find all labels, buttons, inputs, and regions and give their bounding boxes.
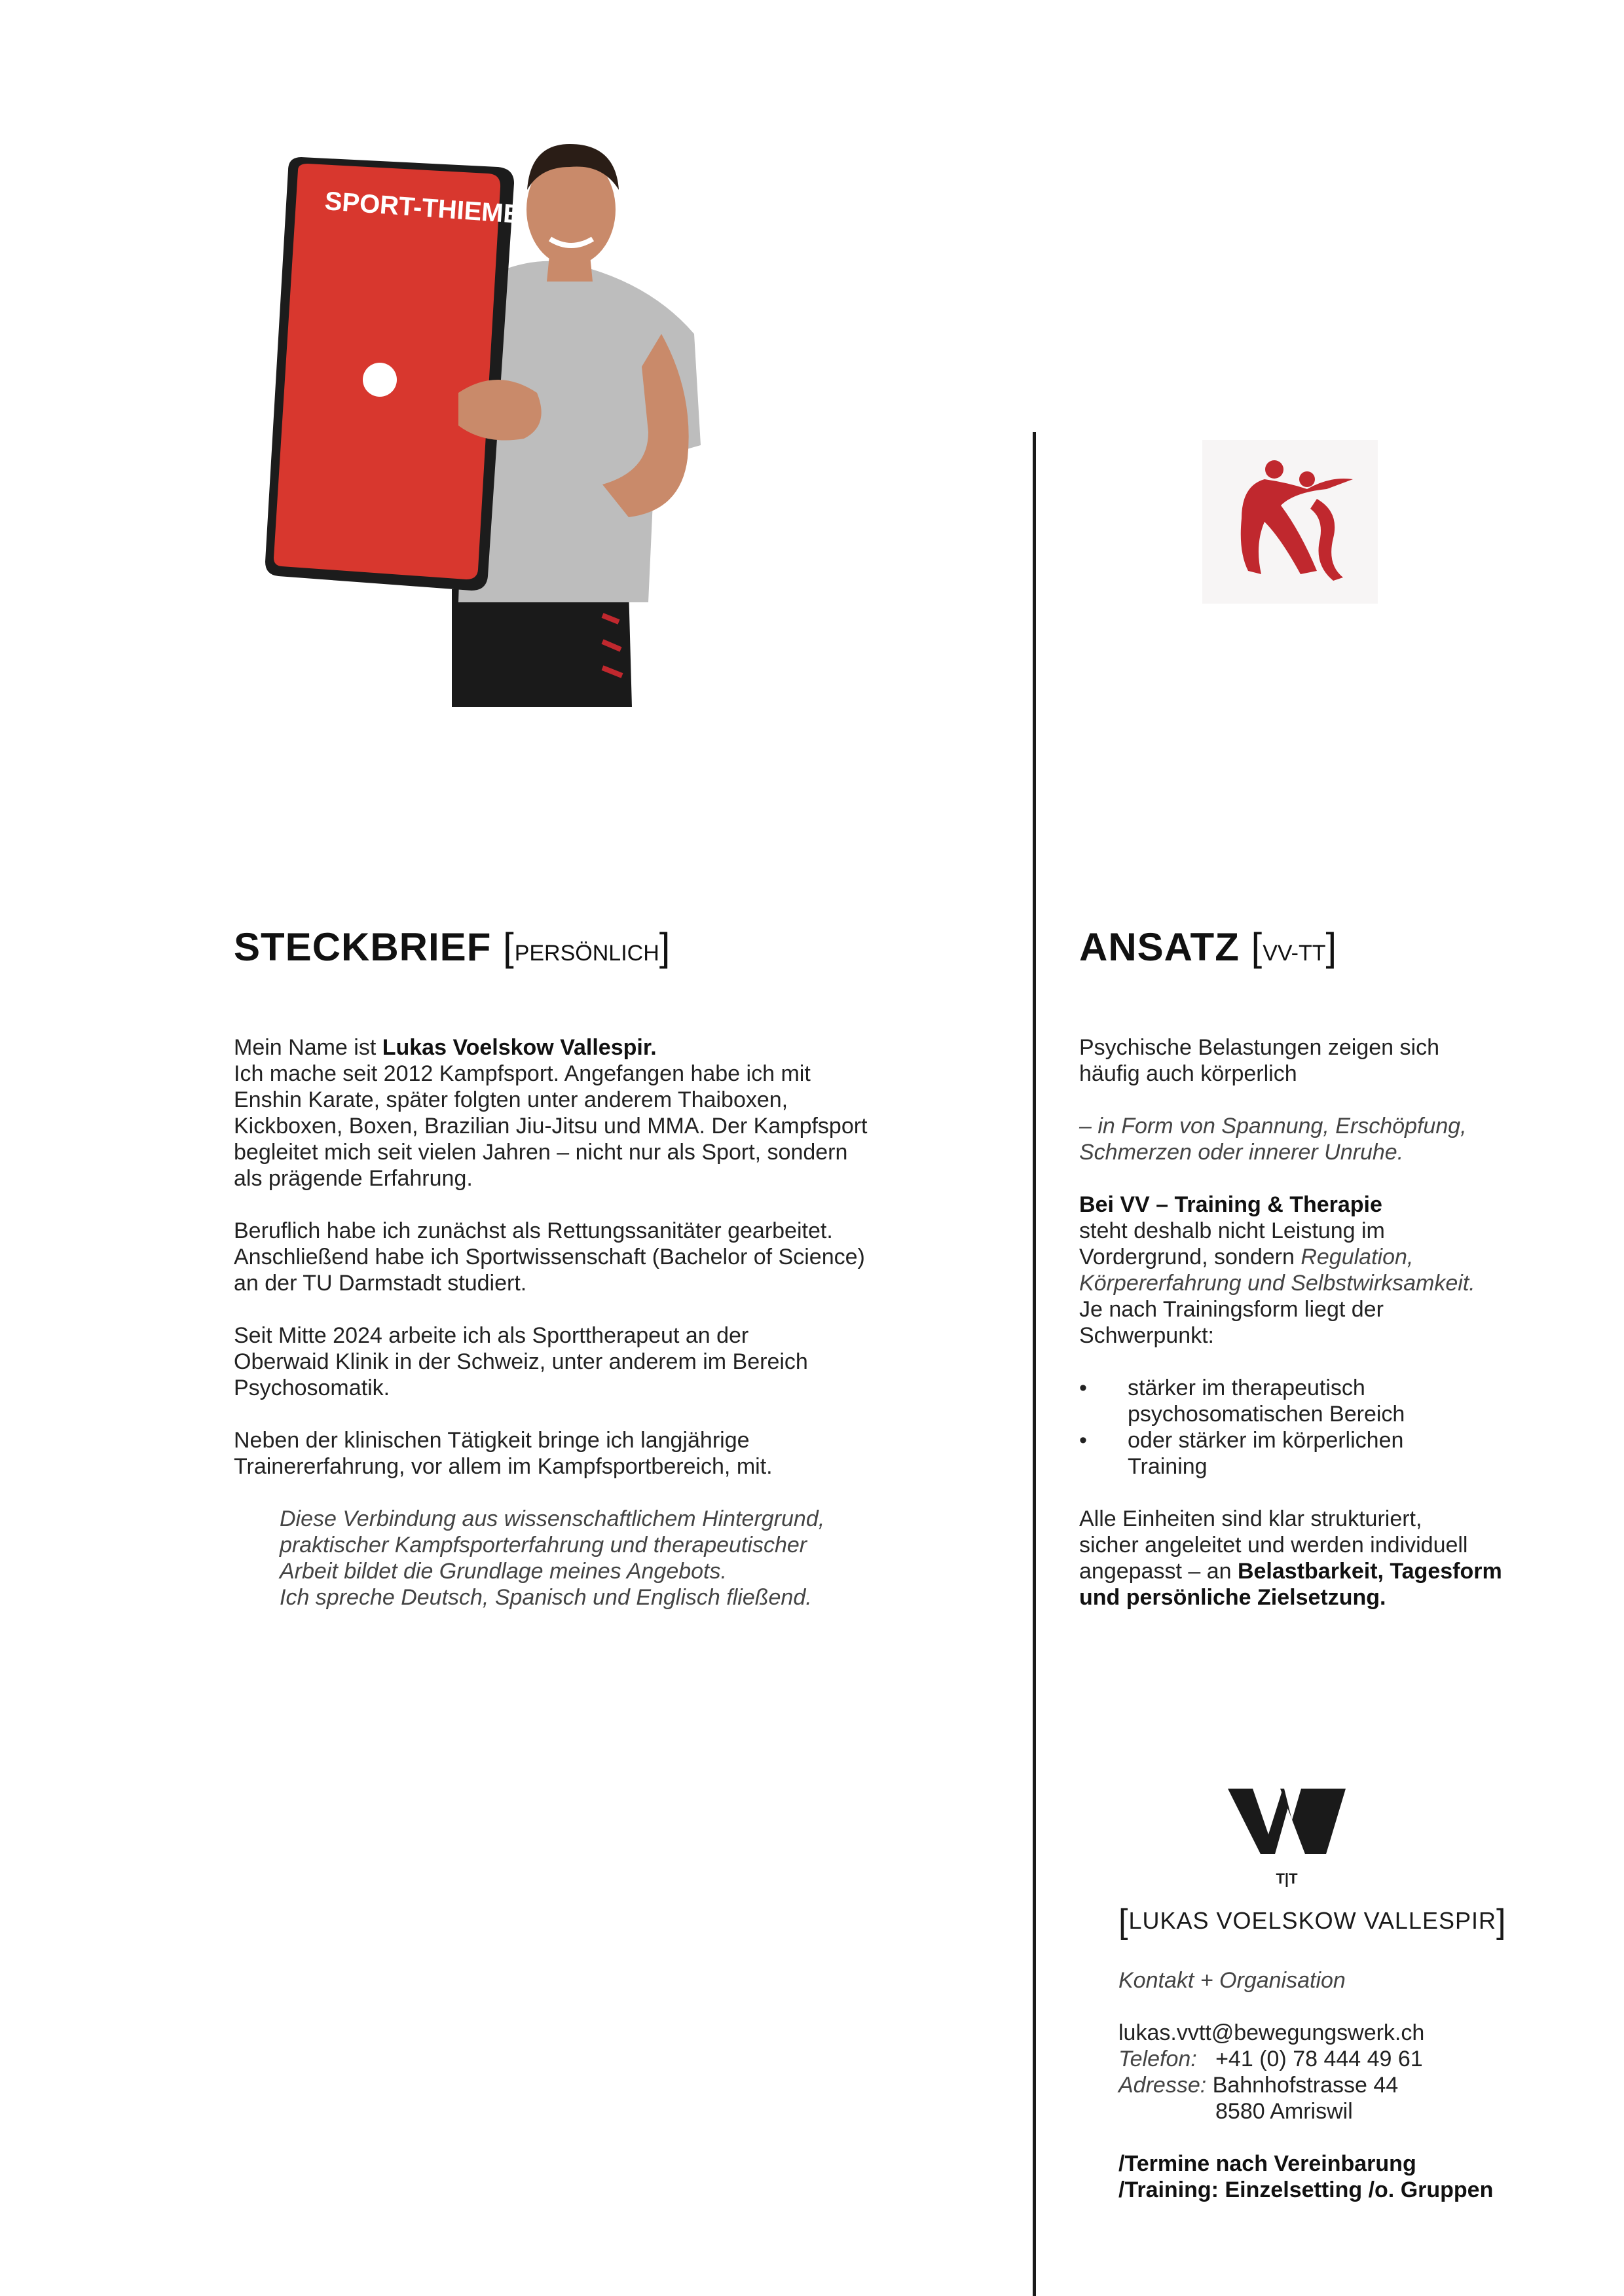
kick-pad: [265, 157, 522, 591]
trainer-photo: [262, 118, 707, 707]
ansatz-paragraph-1: Psychische Belastungen zeigen sich häufig auch körperlich: [1079, 1035, 1439, 1086]
ansatz-title: ANSATZ: [1079, 925, 1240, 969]
list-item: • stärker im therapeutisch psychosomatischen Bereich: [1079, 1375, 1538, 1427]
steckbrief-title: STECKBRIEF: [234, 925, 492, 969]
steckbrief-paragraph-3: Seit Mitte 2024 arbeite ich als Sporttherapeut an der Oberwaid Klinik in der Schweiz, unter anderem im Bereich Psychosomatik.: [234, 1323, 808, 1400]
steckbrief-tag: PERSÖNLICH: [514, 941, 659, 966]
vv-tt-logo: [1228, 1789, 1346, 1887]
ansatz-bullet-list: [1079, 1375, 1538, 1480]
ansatz-paragraph-2: – in Form von Spannung, Erschöpfung, Schmerzen oder innerer Unruhe.: [1079, 1114, 1467, 1165]
steckbrief-paragraph-2: Beruflich habe ich zunächst als Rettungssanitäter gearbeitet. Anschließend habe ich Sportwissenschaft (Bachelor of Science) an der TU Darmstadt studiert.: [234, 1218, 865, 1296]
contact-phone: Telefon: +41 (0) 78 444 49 61: [1118, 2047, 1423, 2071]
steckbrief-quote: Diese Verbindung aus wissenschaftlichem Hintergrund, praktischer Kampfsporterfahrung und therapeutischer Arbeit bildet die Grundlage meines Angebots. Ich spreche Deutsch, Spanisch und Englisch fließend.: [280, 1506, 825, 1610]
contact-name: [LUKAS VOELSKOW VALLESPIR]: [1118, 1903, 1507, 1941]
ansatz-paragraph-3: Bei VV – Training & Therapie steht deshalb nicht Leistung im Vordergrund, sondern Regulation, Körpererfahrung und Selbstwirksamkeit. Je nach Trainingsform liegt der Schwerpunkt:: [1079, 1192, 1475, 1348]
contact-note-training: /Training: Einzelsetting /o. Gruppen: [1118, 2178, 1494, 2202]
fighters-logo: [1202, 440, 1378, 604]
column-divider: [1033, 432, 1036, 2296]
contact-address-line-2: 8580 Amriswil: [1215, 2099, 1353, 2124]
steckbrief-heading: STECKBRIEF [PERSÖNLICH]: [234, 925, 671, 969]
steckbrief-paragraph-4: Neben der klinischen Tätigkeit bringe ich langjährige Trainererfahrung, vor allem im Kampfsportbereich, mit.: [234, 1428, 773, 1479]
contact-address: Adresse: Bahnhofstrasse 44: [1118, 2073, 1399, 2098]
person-name: Lukas Voelskow Vallespir.: [382, 1035, 657, 1060]
pad-brand: SPORT-THIEME: [323, 187, 522, 229]
fighters-icon: [1202, 440, 1378, 604]
steckbrief-paragraph-1: Mein Name ist Lukas Voelskow Vallespir. Ich mache seit 2012 Kampfsport. Angefangen habe ich mit Enshin Karate, später folgten unter anderem Thaiboxen, Kickboxen, Boxen, Brazilian Jiu-Jitsu und MMA. Der Kampfsport begleitet mich seit vielen Jahren – nicht nur als Sport, sondern als prägende Erfahrung.: [234, 1035, 868, 1191]
logo-subtext: T|T: [1276, 1870, 1298, 1887]
ansatz-body: [1079, 1034, 1538, 1611]
ansatz-paragraph-4: Alle Einheiten sind klar strukturiert, sicher angeleitet und werden individuell angepasst – an Belastbarkeit, Tagesform und persönliche Zielsetzung.: [1079, 1506, 1502, 1610]
contact-email[interactable]: lukas.vvtt@bewegungswerk.ch: [1118, 2020, 1425, 2045]
shorts: [452, 589, 632, 707]
ansatz-heading: ANSATZ [VV-TT]: [1079, 925, 1338, 969]
list-item: • oder stärker im körperlichen Training: [1079, 1427, 1538, 1480]
contact-note-appointments: /Termine nach Vereinbarung: [1118, 2151, 1416, 2176]
steckbrief-body: [234, 1034, 954, 1611]
ansatz-tag: VV-TT: [1263, 941, 1326, 966]
contact-block: [1118, 1902, 1577, 2203]
contact-subtitle: Kontakt + Organisation: [1118, 1968, 1346, 1993]
